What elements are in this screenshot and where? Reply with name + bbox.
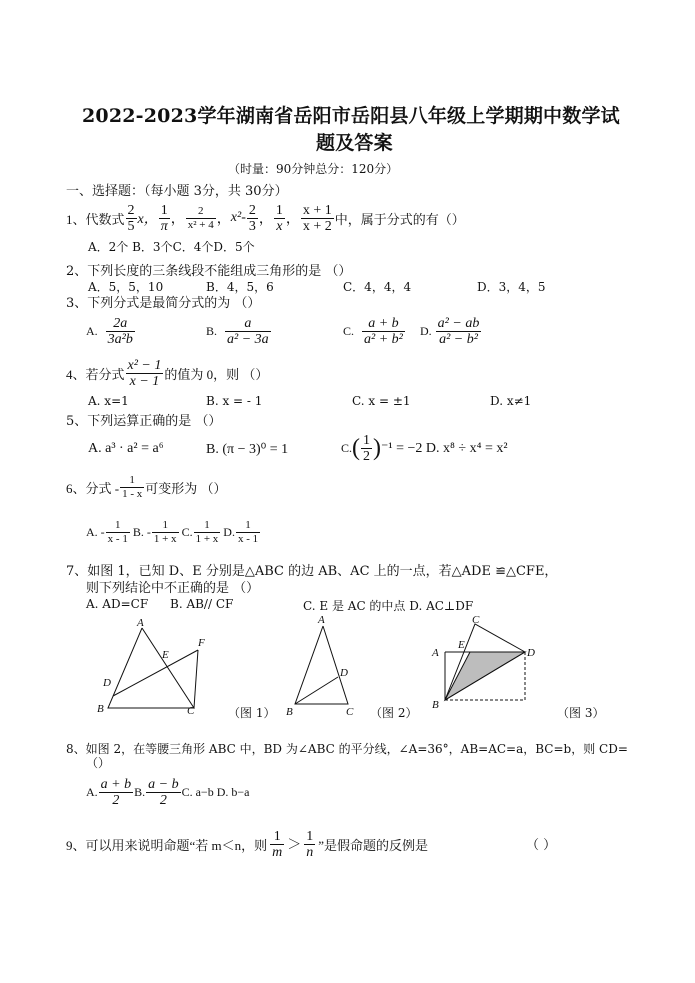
fig1-label-D: D [103,677,111,689]
question-3-stem: 3、下列分式是最简分式的为 （） [66,296,261,311]
figure-2-isosceles-triangle [280,608,360,720]
fig3-label-C: C [472,614,480,626]
question-6-options: A. - $\frac{1}{x - 1}$ B. - $\frac{1}{1 + x}$ C. $\frac{1}{1 + x}$ D. $\frac{1}{x - 1}$ [86,518,259,545]
q4-option-b: B. x = - 1 [206,394,263,408]
q7-option-b: B. AB// CF [170,597,234,611]
exam-subtitle: （时量：90分钟总分：120分） [228,162,399,176]
question-8-options: A. $\frac{a + b}{2}$ B. $\frac{a - b}{2}$ C. a−b D. b−a [86,776,250,808]
q4-option-d: D. x≠1 [490,394,532,408]
fig1-label-F: F [198,637,205,649]
figure-1-caption: （图 1） [228,706,276,720]
q3-option-c: C. $\frac{a + b}{\text{a² + b²}}$ [343,315,403,347]
q7-option-c-d: C. E 是 AC 的中点 D. AC⊥DF [303,599,474,613]
question-2-stem: 2、下列长度的三条线段不能组成三角形的是 （） [66,264,352,279]
q2-option-d: D．3，4，5 [477,280,546,294]
q5-option-a: A. a³ · a² = a⁶ [88,441,164,456]
fig1-label-C: C [187,705,195,717]
page-title-line1: 2022-2023学年湖南省岳阳市岳阳县八年级上学期期中数学试 [82,105,620,127]
q4-option-a: A. x=1 [88,394,129,408]
fig2-label-C: C [346,706,354,718]
fig3-label-B: B [432,699,439,711]
question-5-stem: 5、下列运算正确的是 （） [66,414,222,429]
fig1-label-A: A [137,617,144,629]
q1-frac-2: $\frac{1}{\pi}$ [160,202,168,234]
fig3-label-D: D [527,647,535,659]
q5-option-c-d: C. ( $\frac{1}{2}$ ) ⁻¹ = −2 D. x⁸ ÷ x⁴ = x² [341,432,508,464]
q1-x-squared: x² [230,210,242,225]
q5-option-b: B. (π − 3)⁰ = 1 [206,442,289,457]
q1-frac-6: $\frac{x + 1}{x + 2}$ [302,202,332,234]
fig2-label-D: D [340,667,348,679]
figure-2-caption: （图 2） [370,706,418,720]
figure-3-caption: （图 3） [557,706,605,720]
question-7-line1: 7、如图 1，已知 D、E 分别是△ABC 的边 AB、AC 上的一点，若△ADE ≌△CFE， [66,564,558,579]
q2-option-b: B．4，5，6 [206,280,274,294]
q7-option-a: A. AD=CF [86,597,149,611]
q2-option-c: C．4，4，4 [343,280,412,294]
fig2-label-A: A [318,614,325,626]
q3-option-d: D. $\frac{\text{a² − ab}}{\text{a² − b²}}$ [420,315,480,347]
fig3-label-A: A [432,647,439,659]
question-9-stem: 9、可以用来说明命题“若 m＜n，则 $\frac{1}{m}$ ＞ $\frac{1}{n}$ ”是假命题的反例是 [66,828,429,860]
q1-tail: 中，属于分式的有（） [334,211,465,227]
question-1-stem: 1、代数式 $\frac{2}{5}$ x， $\frac{1}{\pi}$ ， $\frac{2}{\text{x² + 4}}$ ， x² - $\frac{2}{3}$ ， $\frac{1}{x}$ ， $\frac{x + 1}{x + 2}$ 中，属于分式的有（） [66,202,465,234]
q3-option-b: B. $\frac{a}{\text{a² − 3a}}$ [206,315,269,347]
question-1-options: A．2个 B．3个C．4个D．5个 [88,240,255,254]
q8-paren: （） [86,756,111,770]
page-title-line2: 题及答案 [316,132,393,154]
q1-frac-5: $\frac{1}{x}$ [275,202,283,234]
figure-3-folded-rectangle [428,612,546,718]
figure-1-triangles [94,614,224,720]
q1-frac-1: $\frac{2}{5}$ [127,202,135,234]
fig1-label-E: E [162,649,169,661]
q2-option-a: A．5，5，10 [88,280,164,294]
question-7-line2: 则下列结论中不正确的是 （） [86,581,260,596]
q4-option-c: C. x = ±1 [352,394,411,408]
question-8-stem: 8、如图 2，在等腰三角形 ABC 中，BD 为∠ABC 的平分线，∠A=36°，AB=AC=a，BC=b，则 CD= [66,742,628,756]
question-4-stem: 4、若分式 $\frac{\text{x² − 1}}{x - 1}$ 的值为 0，则 （） [66,357,269,389]
q9-answer-paren: （ ） [526,838,557,853]
fig2-label-B: B [286,706,293,718]
fig3-label-E: E [458,639,465,651]
section-heading: 一、选择题：（每小题 3分，共 30分） [66,184,288,199]
q1-lead: 1、代数式 [66,211,125,227]
q1-frac-3: $\frac{2}{\text{x² + 4}}$ [187,204,214,231]
question-6-stem: 6、分式 - $\frac{1}{1 - x}$ 可变形为 （） [66,473,227,500]
fig1-label-B: B [97,703,104,715]
q1-frac-4: $\frac{2}{3}$ [248,202,256,234]
q3-option-a: A. $\frac{2a}{\text{3a²b}}$ [86,315,133,347]
